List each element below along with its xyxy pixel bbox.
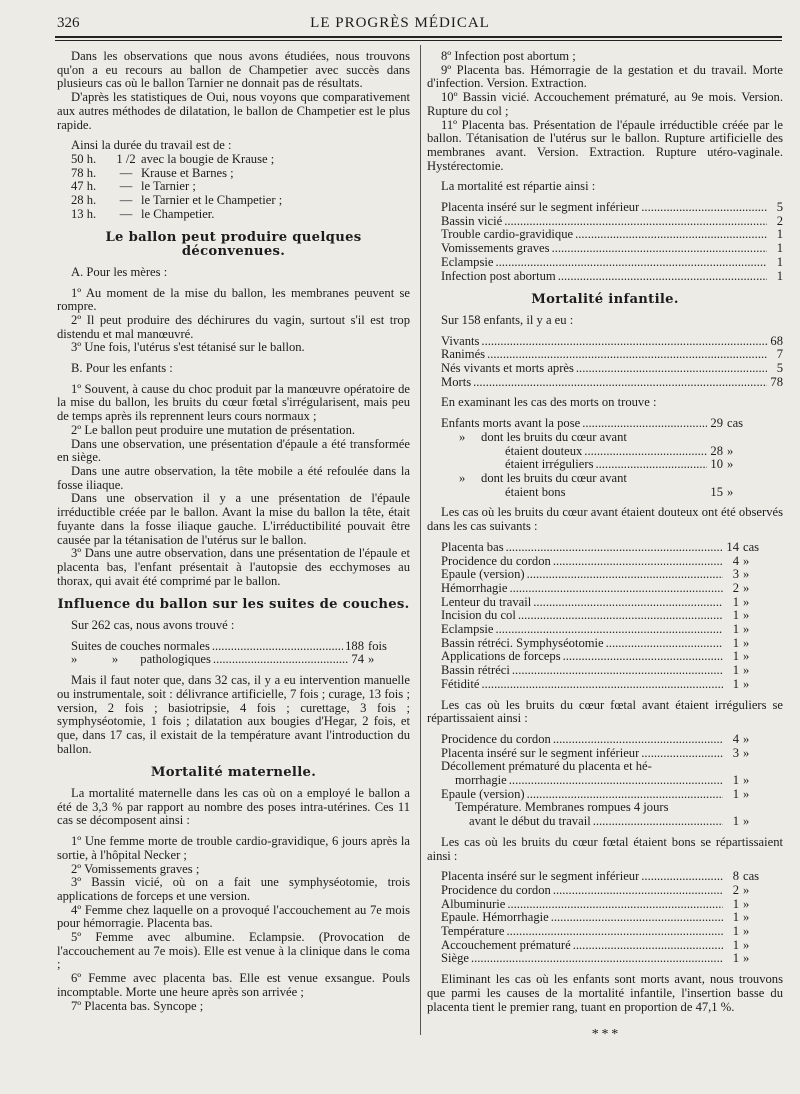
- paragraph: Dans une observation, une présentation d'épaule a été transformée en siège.: [57, 436, 410, 465]
- paragraph: 3º Dans une autre observation, dans une présentation de l'épaule et placenta bas, l'enfant présentait à l'autopsie des ecchymoses au thorax, qui avait été comprimé par le ballon.: [57, 546, 410, 588]
- row-unit: »: [743, 896, 750, 911]
- paragraph: Les cas où les bruits du cœur fœtal étaient bons se répartissaient ainsi :: [427, 834, 783, 863]
- table-row: [441, 870, 773, 884]
- row-unit: »: [743, 663, 750, 678]
- table-row: [441, 815, 773, 829]
- row-unit: »: [743, 635, 750, 650]
- paragraph: Les cas où les bruits du cœur avant étaient douteux ont été observés dans les cas suivants :: [427, 505, 783, 534]
- table-row: [441, 270, 783, 284]
- paragraph: 2º Il peut produire des déchirures du vagin, surtout s'il est trop distendu et mal manœuvré.: [57, 312, 410, 341]
- row-label: Procidence du cordon: [441, 554, 551, 568]
- row-value: 1: [776, 241, 783, 256]
- row-unit: cas: [727, 416, 744, 431]
- irreguliers-table: [441, 733, 773, 829]
- row-unit: »: [368, 652, 375, 667]
- row-value: 3: [732, 745, 739, 760]
- table-row: [441, 431, 757, 445]
- row-label: Applications de forceps: [441, 650, 561, 664]
- table-row: [441, 228, 783, 242]
- row-value: 1: [732, 649, 739, 664]
- row-value: 5: [776, 200, 783, 215]
- duration-method: le Tarnier ;: [141, 179, 196, 194]
- row-value: 1: [732, 635, 739, 650]
- row-unit: cas: [743, 869, 760, 884]
- paragraph: Sur 262 cas, nous avons trouvé :: [71, 618, 235, 633]
- page-number: 326: [57, 15, 80, 31]
- row-unit: »: [743, 951, 750, 966]
- table-row: [441, 376, 783, 390]
- paragraph: Les cas où les bruits du cœur fœtal avant étaient irréguliers se répartissaient ainsi :: [427, 697, 783, 726]
- left-column: [57, 50, 410, 1013]
- row-value: 1: [732, 910, 739, 925]
- table-row: [441, 486, 757, 500]
- row-label: Température. Membranes rompues 4 jours: [455, 801, 669, 815]
- table-row: [441, 445, 757, 459]
- paragraph: 1º Au moment de la mise du ballon, les membranes peuvent se rompre.: [57, 285, 410, 314]
- paragraph: Dans les observations que nous avons étudiées, nous trouvons qu'on a eu recours au ballon de Champetier avec succès dans plusieurs cas où le ballon Tarnier ne donnait pas de résultats.: [57, 49, 410, 91]
- duration-sep: 1 /2: [116, 151, 136, 166]
- row-label: morrhagie: [455, 774, 507, 788]
- row-unit: »: [727, 443, 734, 458]
- duration-method: le Tarnier et le Champetier ;: [141, 193, 283, 208]
- row-value: 29: [710, 416, 723, 431]
- duration-sep: —: [119, 179, 133, 194]
- row-label: Epaule. Hémorrhagie: [441, 911, 549, 925]
- table-row: [441, 362, 783, 376]
- paragraph: 10º Bassin vicié. Accouchement prématuré, au 9e mois. Version. Rupture du col ;: [427, 90, 783, 118]
- row-unit: »: [727, 457, 734, 472]
- column-divider: [420, 45, 421, 1035]
- table-row: [441, 541, 773, 555]
- page-header: [0, 12, 800, 38]
- table-row: [441, 215, 783, 229]
- table-row: [441, 458, 757, 472]
- row-unit: »: [743, 608, 750, 623]
- table-row: [441, 555, 773, 569]
- duration-row: [71, 180, 410, 194]
- paragraph: Dans une autre observation, la tête mobile a été refoulée dans la fosse iliaque.: [57, 463, 410, 492]
- duration-sep: —: [119, 165, 133, 180]
- paragraph: 6º Femme avec placenta bas. Elle est venue exsangue. Pouls incomptable. Morte une heure après son arrivée ;: [57, 971, 410, 999]
- douteux-table: [441, 541, 773, 692]
- table-row: [441, 582, 773, 596]
- table-row: [441, 952, 773, 966]
- row-unit: »: [743, 594, 750, 609]
- row-label: » dont les bruits du cœur avant: [459, 471, 627, 485]
- row-label: Fétidité: [441, 677, 480, 691]
- row-unit: »: [743, 882, 750, 897]
- row-value: 68: [770, 333, 783, 348]
- mortality-table: [441, 201, 783, 283]
- table-row: [441, 664, 773, 678]
- row-unit: »: [727, 484, 734, 499]
- paragraph: Dans une observation il y a une présentation de l'épaule irréductible créée par le ballon. Avant la mise du ballon la tête, était fuyante dans la fosse iliaque gauche. L'irréductibilité pouvait être causée par la tétanisation de l'utérus sur le ballon.: [57, 491, 410, 547]
- paragraph: Ainsi la durée du travail est de :: [71, 138, 232, 153]
- row-label: Procidence du cordon: [441, 883, 551, 897]
- header-rule-thin: [55, 40, 782, 41]
- row-value: 1: [732, 951, 739, 966]
- paragraph: 7º Placenta bas. Syncope ;: [71, 998, 204, 1013]
- paragraph: 2º Le ballon peut produire une mutation de présentation.: [71, 422, 356, 437]
- section-heading: Mortalité maternelle.: [150, 765, 317, 781]
- table-row: [441, 760, 773, 774]
- paragraph: Eliminant les cas où les enfants sont morts avant, nous trouvons que parmi les causes de la mortalité infantile, l'insertion basse du placenta tient le premier rang, tuant en proportion de 47,1 %.: [427, 972, 783, 1014]
- row-label: » dont les bruits du cœur avant: [459, 430, 627, 444]
- table-row: [441, 348, 783, 362]
- row-value: 1: [732, 663, 739, 678]
- row-label: Procidence du cordon: [441, 732, 551, 746]
- table-row: [441, 568, 773, 582]
- row-label: Bassin rétréci. Symphyséotomie: [441, 636, 604, 650]
- header-rule: [55, 36, 782, 38]
- row-label: Epaule (version): [441, 787, 525, 801]
- row-label: Infection post abortum: [441, 269, 556, 283]
- row-label: Hémorrhagie: [441, 581, 508, 595]
- row-label: étaient irréguliers: [505, 458, 594, 472]
- duration-time: 47 h.: [71, 179, 97, 194]
- row-value: 1: [732, 622, 739, 637]
- row-value: 1: [776, 268, 783, 283]
- row-label: Ranimés: [441, 348, 486, 362]
- row-value: 1: [776, 254, 783, 269]
- row-value: 7: [776, 347, 783, 362]
- row-label: Vomissements graves: [441, 242, 550, 256]
- row-label: Lenteur du travail: [441, 595, 532, 609]
- row-label: Vivants: [441, 334, 480, 348]
- table-row: [441, 925, 773, 939]
- row-value: 28: [710, 443, 723, 458]
- table-row: [441, 472, 757, 486]
- row-unit: »: [743, 786, 750, 801]
- paragraph: Sur 158 enfants, il y a eu :: [441, 312, 574, 327]
- duration-row: [71, 194, 410, 208]
- table-row: [441, 733, 773, 747]
- row-value: 2: [776, 213, 783, 228]
- row-label: Placenta inséré sur le segment inférieur: [441, 870, 640, 884]
- row-value: 1: [732, 814, 739, 829]
- row-value: 78: [770, 374, 783, 389]
- row-value: 1: [732, 924, 739, 939]
- duration-row: [71, 208, 410, 222]
- row-value: 8: [732, 869, 739, 884]
- exam-table: [441, 417, 757, 499]
- subsection-title: B. Pour les enfants :: [71, 361, 173, 376]
- row-value: 3: [732, 567, 739, 582]
- paragraph: Mais il faut noter que, dans 32 cas, il y a eu intervention manuelle ou instrumentale, soit : délivrance artificielle, 7 fois ; curage, 13 fois ; version, 2 fois ; basiotripsie, 4 fois ; curettage, 3 fois ; symphyséotomie, 1 fois ; dilatation aux bougies d'Hegar, 2 fois, et que, dans 17 cas, il existait de la température avant l'introduction du ballon.: [57, 673, 410, 756]
- row-unit: »: [743, 622, 750, 637]
- paragraph: 4º Femme chez laquelle on a provoqué l'accouchement au 7e mois pour hémorragie. Placenta bas.: [57, 902, 410, 931]
- table-row: [71, 653, 398, 667]
- paragraph: 8º Infection post abortum ;: [441, 49, 576, 63]
- duration-method: Krause et Barnes ;: [141, 165, 234, 180]
- row-unit: »: [743, 580, 750, 595]
- row-value: 1: [732, 937, 739, 952]
- row-label: Température: [441, 925, 505, 939]
- row-value: 15: [710, 484, 723, 499]
- section-end-asterisms: * * *: [591, 1027, 619, 1043]
- paragraph: 1º Souvent, à cause du choc produit par la manœuvre opératoire de la mise du ballon, les bruits du cœur fœtal s'irrégularisent, mais peu de temps après ils reprennent leurs cours normaux ;: [57, 381, 410, 424]
- table-row: [441, 678, 773, 692]
- table-row: [441, 417, 757, 431]
- row-value: 1: [732, 786, 739, 801]
- duration-method: le Champetier.: [141, 206, 215, 221]
- table-row: [441, 788, 773, 802]
- row-unit: fois: [368, 638, 387, 653]
- paragraph: La mortalité maternelle dans les cas où on a employé le ballon a été de 3,3 % par rapport au nombre des poses intra-utérines. Ces 11 cas se décomposent ainsi :: [57, 786, 410, 828]
- table-row: [441, 201, 783, 215]
- row-label: étaient douteux: [505, 444, 583, 458]
- duration-row: [71, 153, 410, 167]
- row-value: 74: [351, 652, 364, 667]
- row-label: Décollement prématuré du placenta et hé-: [441, 760, 652, 774]
- row-unit: »: [743, 910, 750, 925]
- bons-table: [441, 870, 773, 966]
- row-label: Suites de couches normales: [71, 639, 210, 653]
- table-row: [441, 774, 773, 788]
- row-label: avant le début du travail: [469, 815, 591, 829]
- table-row: [441, 256, 783, 270]
- row-value: 2: [732, 882, 739, 897]
- row-value: 1: [732, 676, 739, 691]
- row-value: 5: [776, 361, 783, 376]
- row-unit: »: [743, 553, 750, 568]
- duration-method: avec la bougie de Krause ;: [141, 151, 275, 166]
- table-row: [441, 801, 773, 815]
- duration-sep: —: [119, 206, 133, 221]
- row-value: 10: [710, 457, 723, 472]
- table-row: [441, 911, 773, 925]
- row-value: 2: [732, 580, 739, 595]
- paragraph: 3º Bassin vicié, où on a fait une symphyséotomie, trois applications de forceps et une version.: [57, 875, 410, 903]
- section-heading: Influence du ballon sur les suites de couches.: [57, 597, 410, 613]
- row-label: Bassin vicié: [441, 214, 503, 228]
- table-row: [441, 623, 773, 637]
- paragraph: 9º Placenta bas. Hémorragie de la gestation et du travail. Morte d'infection. Version. Extraction.: [427, 62, 783, 91]
- row-value: 1: [732, 896, 739, 911]
- row-label: Placenta inséré sur le segment inférieur: [441, 746, 640, 760]
- section-heading: Mortalité infantile.: [531, 292, 679, 308]
- row-value: 4: [732, 731, 739, 746]
- duration-time: 50 h.: [71, 151, 97, 166]
- duration-time: 28 h.: [71, 193, 97, 208]
- row-unit: »: [743, 731, 750, 746]
- row-label: Nés vivants et morts après: [441, 362, 574, 376]
- infant-table: [441, 335, 783, 390]
- paragraph: 2º Vomissements graves ;: [71, 861, 200, 876]
- row-unit: »: [743, 676, 750, 691]
- table-row: [441, 609, 773, 623]
- duration-time: 13 h.: [71, 206, 97, 221]
- paragraph: 5º Femme avec albumine. Eclampsie. (Provocation de l'accouchement au 7e mois). Elle est venue à la clinique dans le coma ;: [57, 930, 410, 972]
- paragraph: En examinant les cas des morts on trouve :: [441, 395, 657, 410]
- row-value: 188: [345, 638, 364, 653]
- section-heading: Le ballon peut produire quelques déconvenues.: [105, 230, 362, 260]
- table-row: [71, 640, 398, 654]
- table-row: [441, 596, 773, 610]
- row-value: 1: [732, 773, 739, 788]
- row-value: 1: [732, 594, 739, 609]
- row-unit: »: [743, 924, 750, 939]
- table-row: [441, 939, 773, 953]
- row-label: » » pathologiques: [71, 653, 211, 667]
- row-label: Eclampsie: [441, 255, 494, 269]
- row-label: Siège: [441, 952, 469, 966]
- row-label: étaient bons: [505, 485, 566, 499]
- row-label: Bassin rétréci: [441, 664, 510, 678]
- row-label: Epaule (version): [441, 568, 525, 582]
- table-row: [441, 242, 783, 256]
- row-label: Enfants morts avant la pose: [441, 417, 581, 431]
- duration-time: 78 h.: [71, 165, 97, 180]
- row-label: Accouchement prématuré: [441, 938, 571, 952]
- row-unit: »: [743, 773, 750, 788]
- duration-row: [71, 167, 410, 181]
- row-label: Placenta bas: [441, 540, 504, 554]
- row-label: Trouble cardio-gravidique: [441, 228, 574, 242]
- table-row: [441, 637, 773, 651]
- table-row: [441, 898, 773, 912]
- row-value: 14: [726, 539, 739, 554]
- row-unit: »: [743, 814, 750, 829]
- row-unit: »: [743, 567, 750, 582]
- table-row: [441, 747, 773, 761]
- row-unit: »: [743, 745, 750, 760]
- row-label: Placenta inséré sur le segment inférieur: [441, 201, 640, 215]
- paragraph: 1º Une femme morte de trouble cardio-gravidique, 6 jours après la sortie, à l'hôpital Necker ;: [57, 834, 410, 862]
- paragraph: 3º Une fois, l'utérus s'est tétanisé sur le ballon.: [71, 340, 305, 355]
- right-column: [427, 50, 783, 1042]
- journal-title: LE PROGRÈS MÉDICAL: [310, 15, 490, 31]
- row-value: 1: [732, 608, 739, 623]
- table-row: [441, 335, 783, 349]
- row-value: 1: [776, 227, 783, 242]
- duration-sep: —: [119, 193, 133, 208]
- table-row: [441, 650, 773, 664]
- row-value: 4: [732, 553, 739, 568]
- row-unit: cas: [743, 539, 760, 554]
- duration-list: [71, 153, 410, 222]
- paragraph: D'après les statistiques de Oui, nous voyons que comparativement aux autres méthodes de dilatation, le ballon de Champetier est le plus rapide.: [57, 90, 410, 132]
- table-row: [441, 884, 773, 898]
- subsection-title: A. Pour les mères :: [71, 264, 168, 279]
- row-label: Eclampsie: [441, 623, 494, 637]
- row-unit: »: [743, 649, 750, 664]
- suites-table: [71, 640, 398, 667]
- paragraph: 11º Placenta bas. Présentation de l'épaule irréductible créée par le ballon. Tétanisation de l'utérus sur le ballon. Rupture artificielle des membranes avant. Version. Extraction. Rupture utéro-vaginale. Hystérectomie.: [427, 117, 783, 173]
- row-label: Albuminurie: [441, 897, 506, 911]
- row-label: Morts: [441, 375, 472, 389]
- row-label: Incision du col: [441, 609, 516, 623]
- row-unit: »: [743, 937, 750, 952]
- paragraph: La mortalité est répartie ainsi :: [441, 179, 596, 194]
